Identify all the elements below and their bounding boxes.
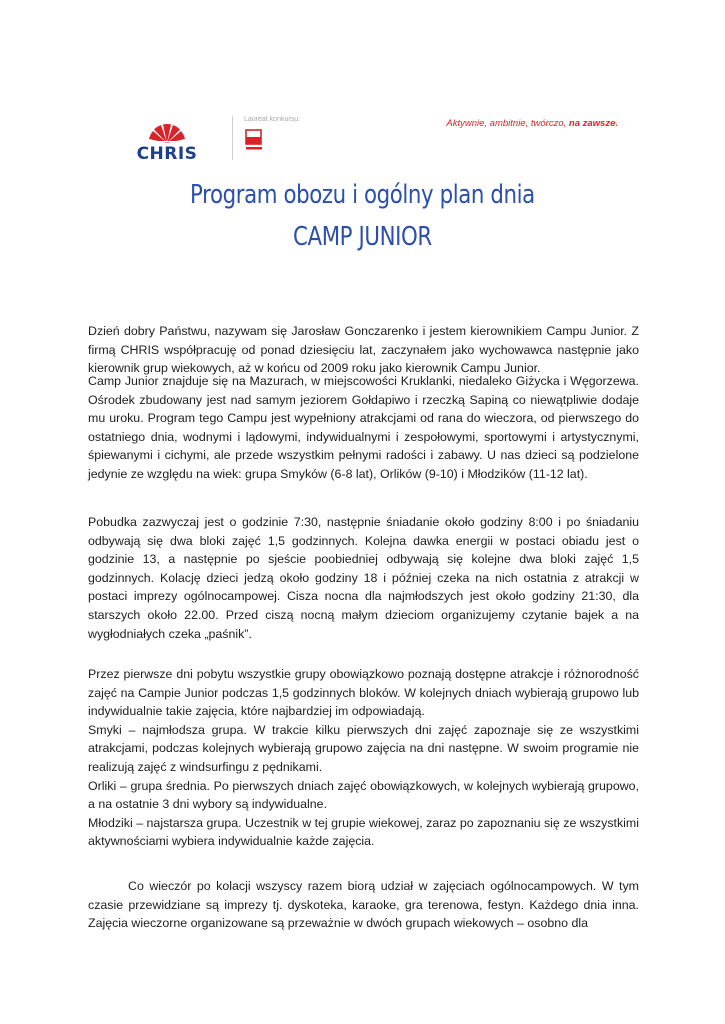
award-icon — [245, 129, 263, 153]
paragraph-evening — [88, 877, 639, 933]
paragraph-location — [88, 372, 639, 484]
group-orliki: Orliki – grupa średnia. Po pierwszych dniach zajęć obowiązkowych, w kolejnych wybierają grupowo, a na ostatnie 3 dni wybory są indywidualne. — [88, 778, 639, 812]
tagline-bold: na zawsze. — [568, 118, 618, 129]
document-title: Program obozu i ogólny plan dnia — [190, 180, 535, 210]
award-logo — [245, 129, 263, 153]
tagline-regular: Aktywnie, ambitnie, twórczo, — [446, 118, 567, 129]
group-smyki: Smyki – najmłodsza grupa. W trakcie kilku pierwszych dni zajęć zapoznaje się ze wszystkimi atrakcjami, podczas kolejnych wybierają grupowo zajęcia na dni następne. W swoim programie nie realizują zajęć z windsurfingu z pędnikami. — [88, 722, 639, 774]
paragraph-text: Przez pierwsze dni pobytu wszystkie grupy obowiązkowo poznają dostępne atrakcje i różnorodność zajęć na Campie Junior podczas 1,5 godzinnych bloków. W kolejnych dniach wybierają grupowo lub indywidualnie takie zajęcia, które najbardziej im odpowiadają. — [88, 667, 639, 719]
paragraph-text: Camp Junior znajduje się na Mazurach, w miejscowości Kruklanki, niedaleko Giżycka i Węgorzewa. Ośrodek zbudowany jest nad samym jeziorem Gołdapiwo i rzeczką Sapiną co niewątpliwie dodaje mu uroku. Program tego Campu jest wypełniony atrakcjami od rana do wieczora, od pierwszego do ostatniego dnia, wodnymi i lądowymi, indywidualnymi i zespołowymi, sportowymi i artystycznymi, śpiewanymi i cichymi, ale przede wszystkim pełnymi radości i zabawy. U nas dzieci są podzielone jedynie ze względu na wiek: grupa Smyków (6-8 lat), Orlików (9-10) i Młodzików (11-12 lat). — [88, 374, 639, 481]
laureat-label: Laureat konkursu: — [244, 116, 301, 123]
paragraph-text: Pobudka zazwyczaj jest o godzinie 7:30, następnie śniadanie około godziny 8:00 i po śniadaniu odbywają się dwa bloki zajęć 1,5 godzinnych. Kolejna dawka energii w postaci obiadu jest o godzinie 13, a następnie po sjeście poobiedniej odbywają się kolejne dwa bloki zajęć 1,5 godzinnych. Kolację dzieci jedzą około godziny 18 i później czeka na nich ostatnia z atrakcji w postaci imprezy ogólnocampowej. Cisza nocna dla najmłodszych jest około godziny 21:30, dla starszych około 22.00. Przed ciszą nocną małym dzieciom organizujemy czytanie bajek a na wygłodniałych czeka „paśnik”. — [88, 515, 639, 641]
chris-logo — [118, 117, 216, 162]
chris-logo-icon — [118, 117, 216, 162]
company-tagline — [446, 118, 618, 129]
letterhead — [118, 112, 618, 162]
document-subtitle: CAMP JUNIOR — [293, 222, 432, 252]
logo-wordmark: CHRIS — [136, 144, 198, 162]
paragraph-text: Dzień dobry Państwu, nazywam się Jarosław Gonczarenko i jestem kierownikiem Campu Junior. Z firmą CHRIS współpracuję od ponad dziesięciu lat, zaczynałem jako wychowawca następnie jako kierownik grup wiekowych, aż w końcu od 2009 roku jako kierownik Campu Junior. — [88, 324, 639, 376]
paragraph-text: Co wieczór po kolacji wszyscy razem biorą udział w zajęciach ogólnocampowych. W tym czasie przewidziane są imprezy tj. dyskoteka, karaoke, gra terenowa, festyn. Każdego dnia inna. Zajęcia wieczorne organizowane są przeważnie w dwóch grupach wiekowych – osobno dla — [88, 879, 639, 931]
header-divider — [232, 116, 233, 160]
paragraph-daily-schedule — [88, 513, 639, 643]
paragraph-intro — [88, 322, 639, 378]
group-mlodziki: Młodziki – najstarsza grupa. Uczestnik w tej grupie wiekowej, zaraz po zapoznaniu się ze wszystkimi aktywnościami wybiera indywidualnie każde zajęcia. — [88, 815, 639, 849]
paragraph-groups — [88, 665, 639, 851]
